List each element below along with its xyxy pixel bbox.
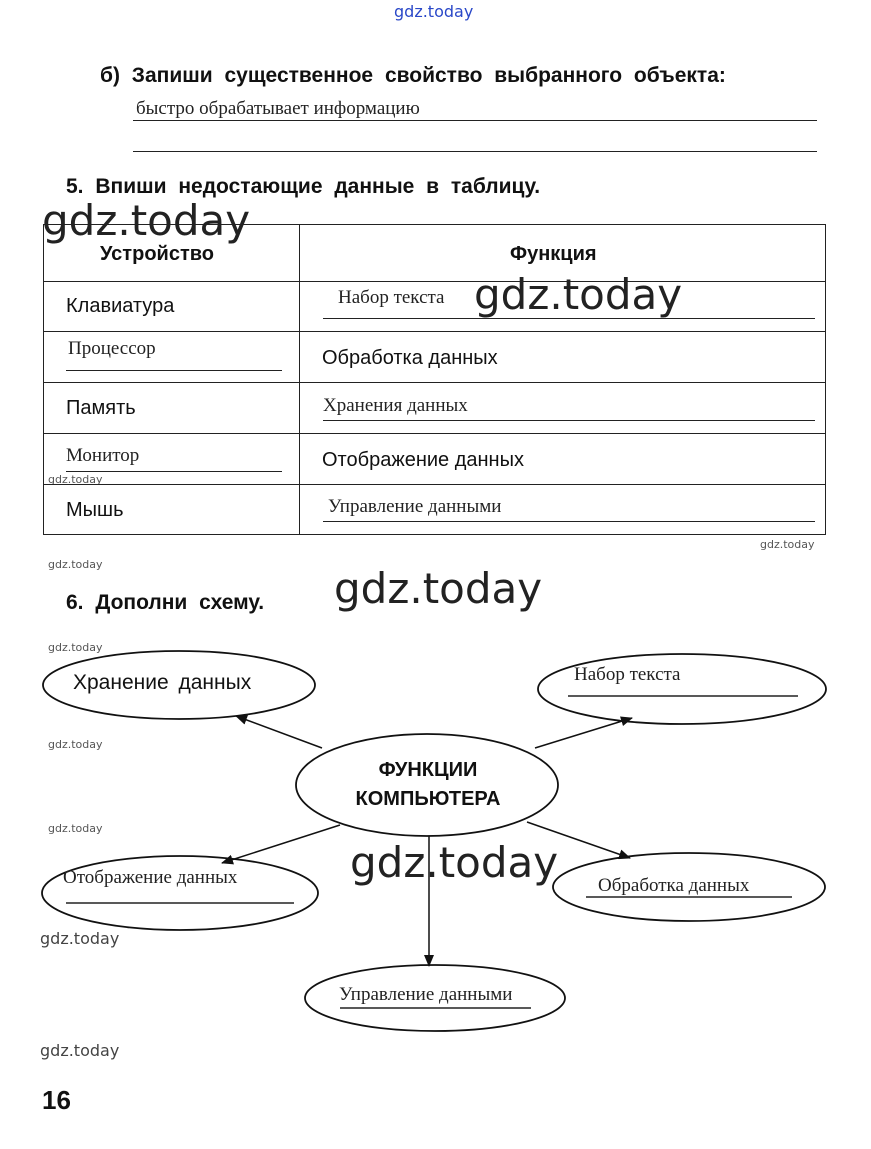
center-label-line1: ФУНКЦИИ	[378, 759, 478, 781]
task6-title: Дополни схему.	[95, 591, 265, 614]
table-cell-device-handwritten: Монитор	[66, 445, 140, 466]
node-storage: Хранение данных	[73, 671, 252, 694]
table-cell-function: Отображение данных	[322, 449, 524, 471]
table-cell-device: Мышь	[66, 499, 124, 521]
table-cell-function-handwritten: Набор текста	[338, 287, 445, 308]
task4b-answer: быстро обрабатывает информацию	[136, 98, 420, 119]
task5-number: 5.	[66, 175, 84, 198]
watermark-big: gdz.today	[350, 838, 559, 887]
table-cell-function: Обработка данных	[322, 347, 498, 369]
node-processing-handwritten: Обработка данных	[598, 875, 750, 896]
watermark-small: gdz.today	[760, 538, 815, 551]
table-cell-device: Память	[66, 397, 136, 419]
table-cell-function-handwritten: Управление данными	[328, 496, 502, 517]
watermark-mid: gdz.today	[40, 929, 120, 948]
arrow-to-typing	[535, 718, 632, 748]
watermark-small: gdz.today	[48, 738, 103, 751]
watermark-small: gdz.today	[48, 558, 103, 571]
watermark-big: gdz.today	[334, 564, 543, 613]
center-label-line2: КОМПЬЮТЕРА	[355, 788, 501, 810]
watermark-top: gdz.today	[394, 2, 474, 21]
arrow-to-processing	[527, 822, 630, 858]
node-typing-handwritten: Набор текста	[574, 664, 681, 685]
node-control-handwritten: Управление данными	[339, 984, 513, 1005]
task5-title: Впиши недостающие данные в таблицу.	[95, 175, 541, 198]
watermark-big: gdz.today	[42, 196, 251, 245]
table-header-function: Функция	[510, 243, 597, 265]
table-cell-device: Клавиатура	[66, 295, 175, 317]
table-header-device: Устройство	[100, 243, 214, 265]
arrow-to-storage	[236, 716, 322, 748]
task6-number: 6.	[66, 591, 84, 614]
watermark-small: gdz.today	[48, 822, 103, 835]
watermark-mid: gdz.today	[40, 1041, 120, 1060]
table-cell-function-handwritten: Хранения данных	[323, 395, 468, 416]
watermark-small: gdz.today	[48, 473, 103, 486]
arrow-to-display	[222, 825, 340, 863]
watermark-big: gdz.today	[474, 270, 683, 319]
page-number: 16	[42, 1085, 71, 1115]
table-cell-device-handwritten: Процессор	[68, 338, 156, 359]
center-label	[320, 756, 536, 814]
task4b-prompt: б) Запиши существенное свойство выбранного объекта:	[100, 64, 726, 87]
node-display-handwritten: Отображение данных	[63, 867, 238, 888]
watermark-small: gdz.today	[48, 641, 103, 654]
